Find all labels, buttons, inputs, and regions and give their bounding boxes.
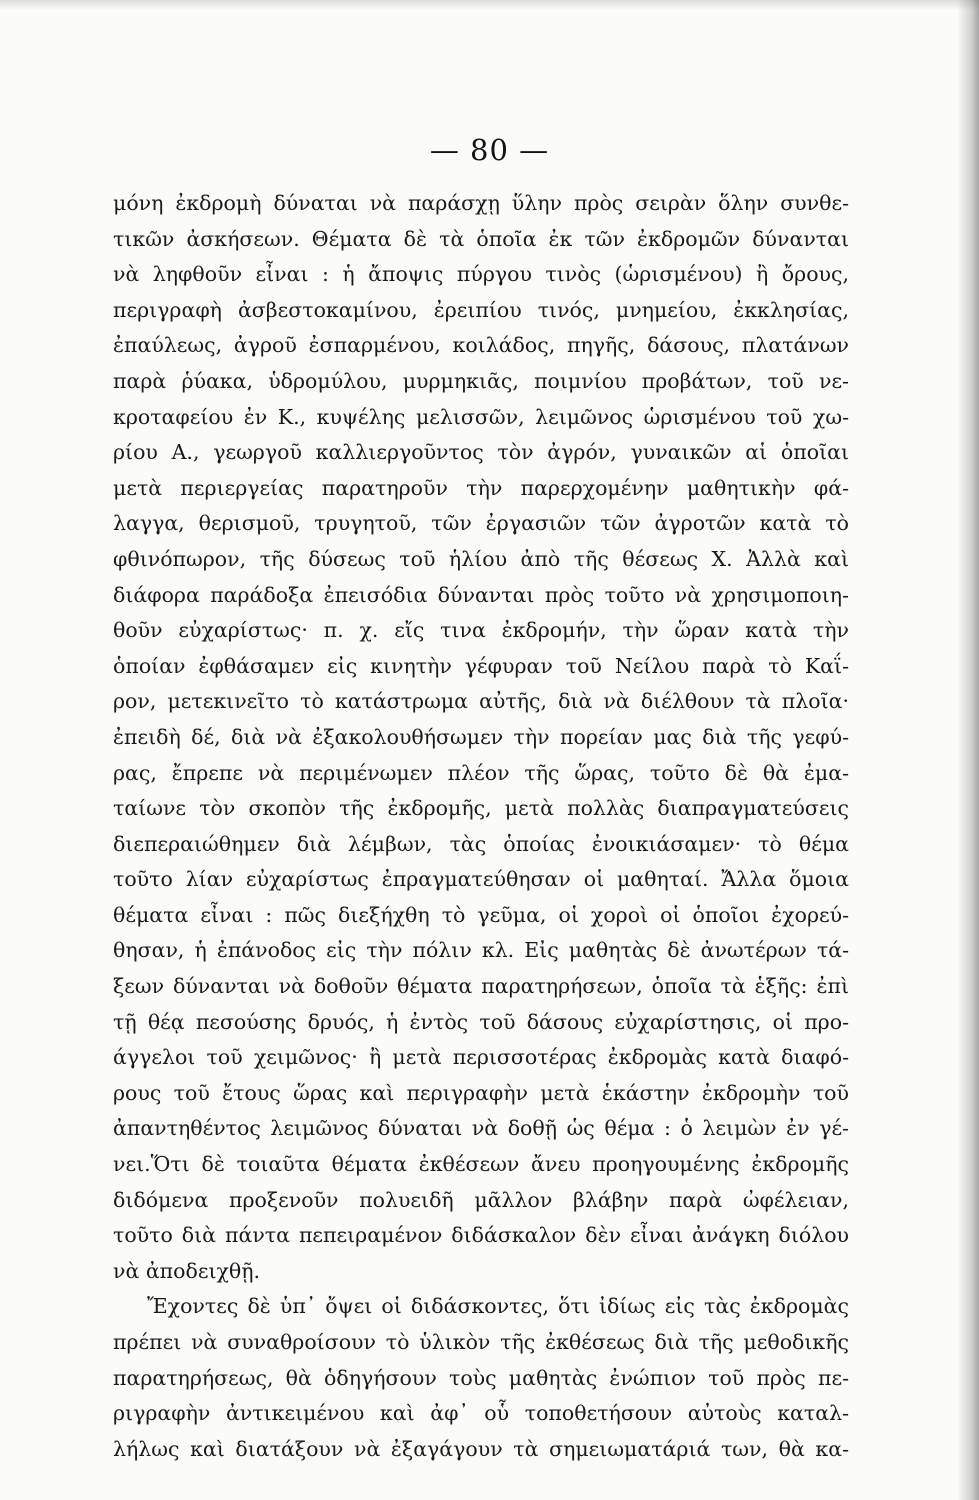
page-top-edge [0, 0, 979, 10]
text-line: διδόμενα προξενοῦν πολυειδῆ μᾶλλον βλάβην παρὰ ὠφέλειαν, [113, 1187, 849, 1212]
text-line: ρίου Α., γεωργοῦ καλλιεργοῦντος τὸν ἀγρόν, γυναικῶν αἱ ὁποῖαι [113, 440, 849, 465]
text-line: μετὰ περιεργείας παρατηροῦν τὴν παρερχομένην μαθητικὴν φά- [113, 475, 849, 500]
text-line: ρους τοῦ ἔτους ὥρας καὶ περιγραφὴν μετὰ ἑκάστην ἐκδρομὴν τοῦ [113, 1080, 849, 1105]
text-line: παρατηρήσεως, θὰ ὁδηγήσουν τοὺς μαθητὰς ἐνώπιον τοῦ πρὸς πε- [113, 1365, 849, 1390]
text-line: ριγραφὴν ἀντικειμένου καὶ ἀφ᾿ οὗ τοποθετήσουν αὐτοὺς καταλ- [113, 1401, 849, 1426]
text-line: ταίωνε τὸν σκοπὸν τῆς ἐκδρομῆς, μετὰ πολλὰς διαπραγματεύσεις [113, 796, 849, 821]
text-line: λαγγα, θερισμοῦ, τρυγητοῦ, τῶν ἐργασιῶν τῶν ἀγροτῶν κατὰ τὸ [113, 511, 849, 536]
text-line: τοῦτο λίαν εὐχαρίστως ἐπραγματεύθησαν οἱ μαθηταί. Ἄλλα ὅμοια [113, 867, 849, 892]
page-number: — 80 — [429, 133, 550, 167]
text-line: ρον, μετεκινεῖτο τὸ κατάστρωμα αὐτῆς, διὰ νὰ διέλθουν τὰ πλοῖα· [113, 689, 849, 714]
text-line: παρὰ ῥύακα, ὑδρομύλου, μυρμηκιᾶς, ποιμνίου προβάτων, τοῦ νε- [113, 368, 849, 393]
text-line: πρέπει νὰ συναθροίσουν τὸ ὑλικὸν τῆς ἐκθέσεως διὰ τῆς μεθοδικῆς [113, 1330, 849, 1354]
text-line: ξεων δύνανται νὰ δοθοῦν θέματα παρατηρήσεων, ὁποῖα τὰ ἑξῆς: ἐπὶ [113, 974, 849, 999]
text-line: θησαν, ἡ ἐπάνοδος εἰς τὴν πόλιν κλ. Εἰς μαθητὰς δὲ ἀνωτέρων τά- [113, 938, 849, 963]
text-line: φθινόπωρον, τῆς δύσεως τοῦ ἡλίου ἀπὸ τῆς θέσεως Χ. Ἀλλὰ καὶ [113, 546, 849, 571]
paragraph-end-line: νὰ ἀποδειχθῇ. [113, 1258, 261, 1283]
text-line: θέματα εἶναι : πῶς διεξήχθη τὸ γεῦμα, οἱ χοροὶ οἱ ὁποῖοι ἐχορεύ- [113, 902, 849, 927]
text-line: νὰ ληφθοῦν εἶναι : ἡ ἄποψις πύργου τινὸς (ὡρισμένου) ἢ ὄρους, [113, 262, 849, 287]
text-line: μόνη ἐκδρομὴ δύναται νὰ παράσχῃ ὕλην πρὸς σειρὰν ὅλην συνθε- [113, 191, 849, 215]
text-line: τοῦτο διὰ πάντα πεπειραμένον διδάσκαλον δὲν εἶναι ἀνάγκη διόλου [113, 1223, 849, 1248]
text-line: τικῶν ἀσκήσεων. Θέματα δὲ τὰ ὁποῖα ἐκ τῶν ἐκδρομῶν δύνανται [113, 226, 849, 251]
text-line: θοῦν εὐχαρίστως· π. χ. εἴς τινα ἐκδρομήν, τὴν ὥραν κατὰ τὴν [113, 618, 849, 643]
text-line: ὁποίαν ἐφθάσαμεν εἰς κινητὴν γέφυραν τοῦ Νείλου παρὰ τὸ Καΐ- [113, 653, 849, 678]
text-line: κροταφείου ἐν Κ., κυψέλης μελισσῶν, λειμῶνος ὡρισμένου τοῦ χω- [113, 404, 849, 429]
body-text [113, 186, 849, 1467]
text-line: ἀπαντηθέντος λειμῶνος δύναται νὰ δοθῇ ὡς θέμα : ὁ λειμὼν ἐν γέ- [113, 1116, 849, 1141]
text-line: διάφορα παράδοξα ἐπεισόδια δύνανται πρὸς τοῦτο νὰ χρησιμοποιη- [113, 582, 849, 607]
text-line: άγγελοι τοῦ χειμῶνος· ἢ μετὰ περισσοτέρας ἐκδρομὰς κατὰ διαφό- [113, 1045, 849, 1070]
text-line: διεπεραιώθημεν διὰ λέμβων, τὰς ὁποίας ἐνοικιάσαμεν· τὸ θέμα [113, 831, 849, 856]
text-line: τῇ θέᾳ πεσούσης δρυός, ἡ ἐντὸς τοῦ δάσους εὐχαρίστησις, οἱ προ- [113, 1009, 849, 1034]
text-line: ρας, ἔπρεπε νὰ περιμένωμεν πλέον τῆς ὥρας, τοῦτο δὲ θὰ ἐμα- [113, 760, 849, 785]
page-edge-shadow [957, 0, 979, 1500]
text-line: περιγραφὴ ἀσβεστοκαμίνου, ἐρειπίου τινός, μνημείου, ἐκκλησίας, [113, 297, 849, 322]
text-line: ἐπαύλεως, ἀγροῦ ἐσπαρμένου, κοιλάδος, πηγῆς, δάσους, πλατάνων [113, 333, 849, 358]
text-line: ἐπειδὴ δέ, διὰ νὰ ἐξακολουθήσωμεν τὴν πορείαν μας διὰ τῆς γεφύ- [113, 724, 849, 749]
text-line: νει.Ὅτι δὲ τοιαῦτα θέματα ἐκθέσεων ἄνευ προηγουμένης ἐκδρομῆς [113, 1152, 849, 1177]
paragraph-start-line: Ἔχοντες δὲ ὑπ᾿ ὄψει οἱ διδάσκοντες, ὅτι ἰδίως εἰς τὰς ἐκδρομὰς [147, 1294, 849, 1319]
text-line: λήλως καὶ διατάξουν νὰ ἐξαγάγουν τὰ σημειωματάριά των, θὰ κα- [113, 1436, 849, 1461]
